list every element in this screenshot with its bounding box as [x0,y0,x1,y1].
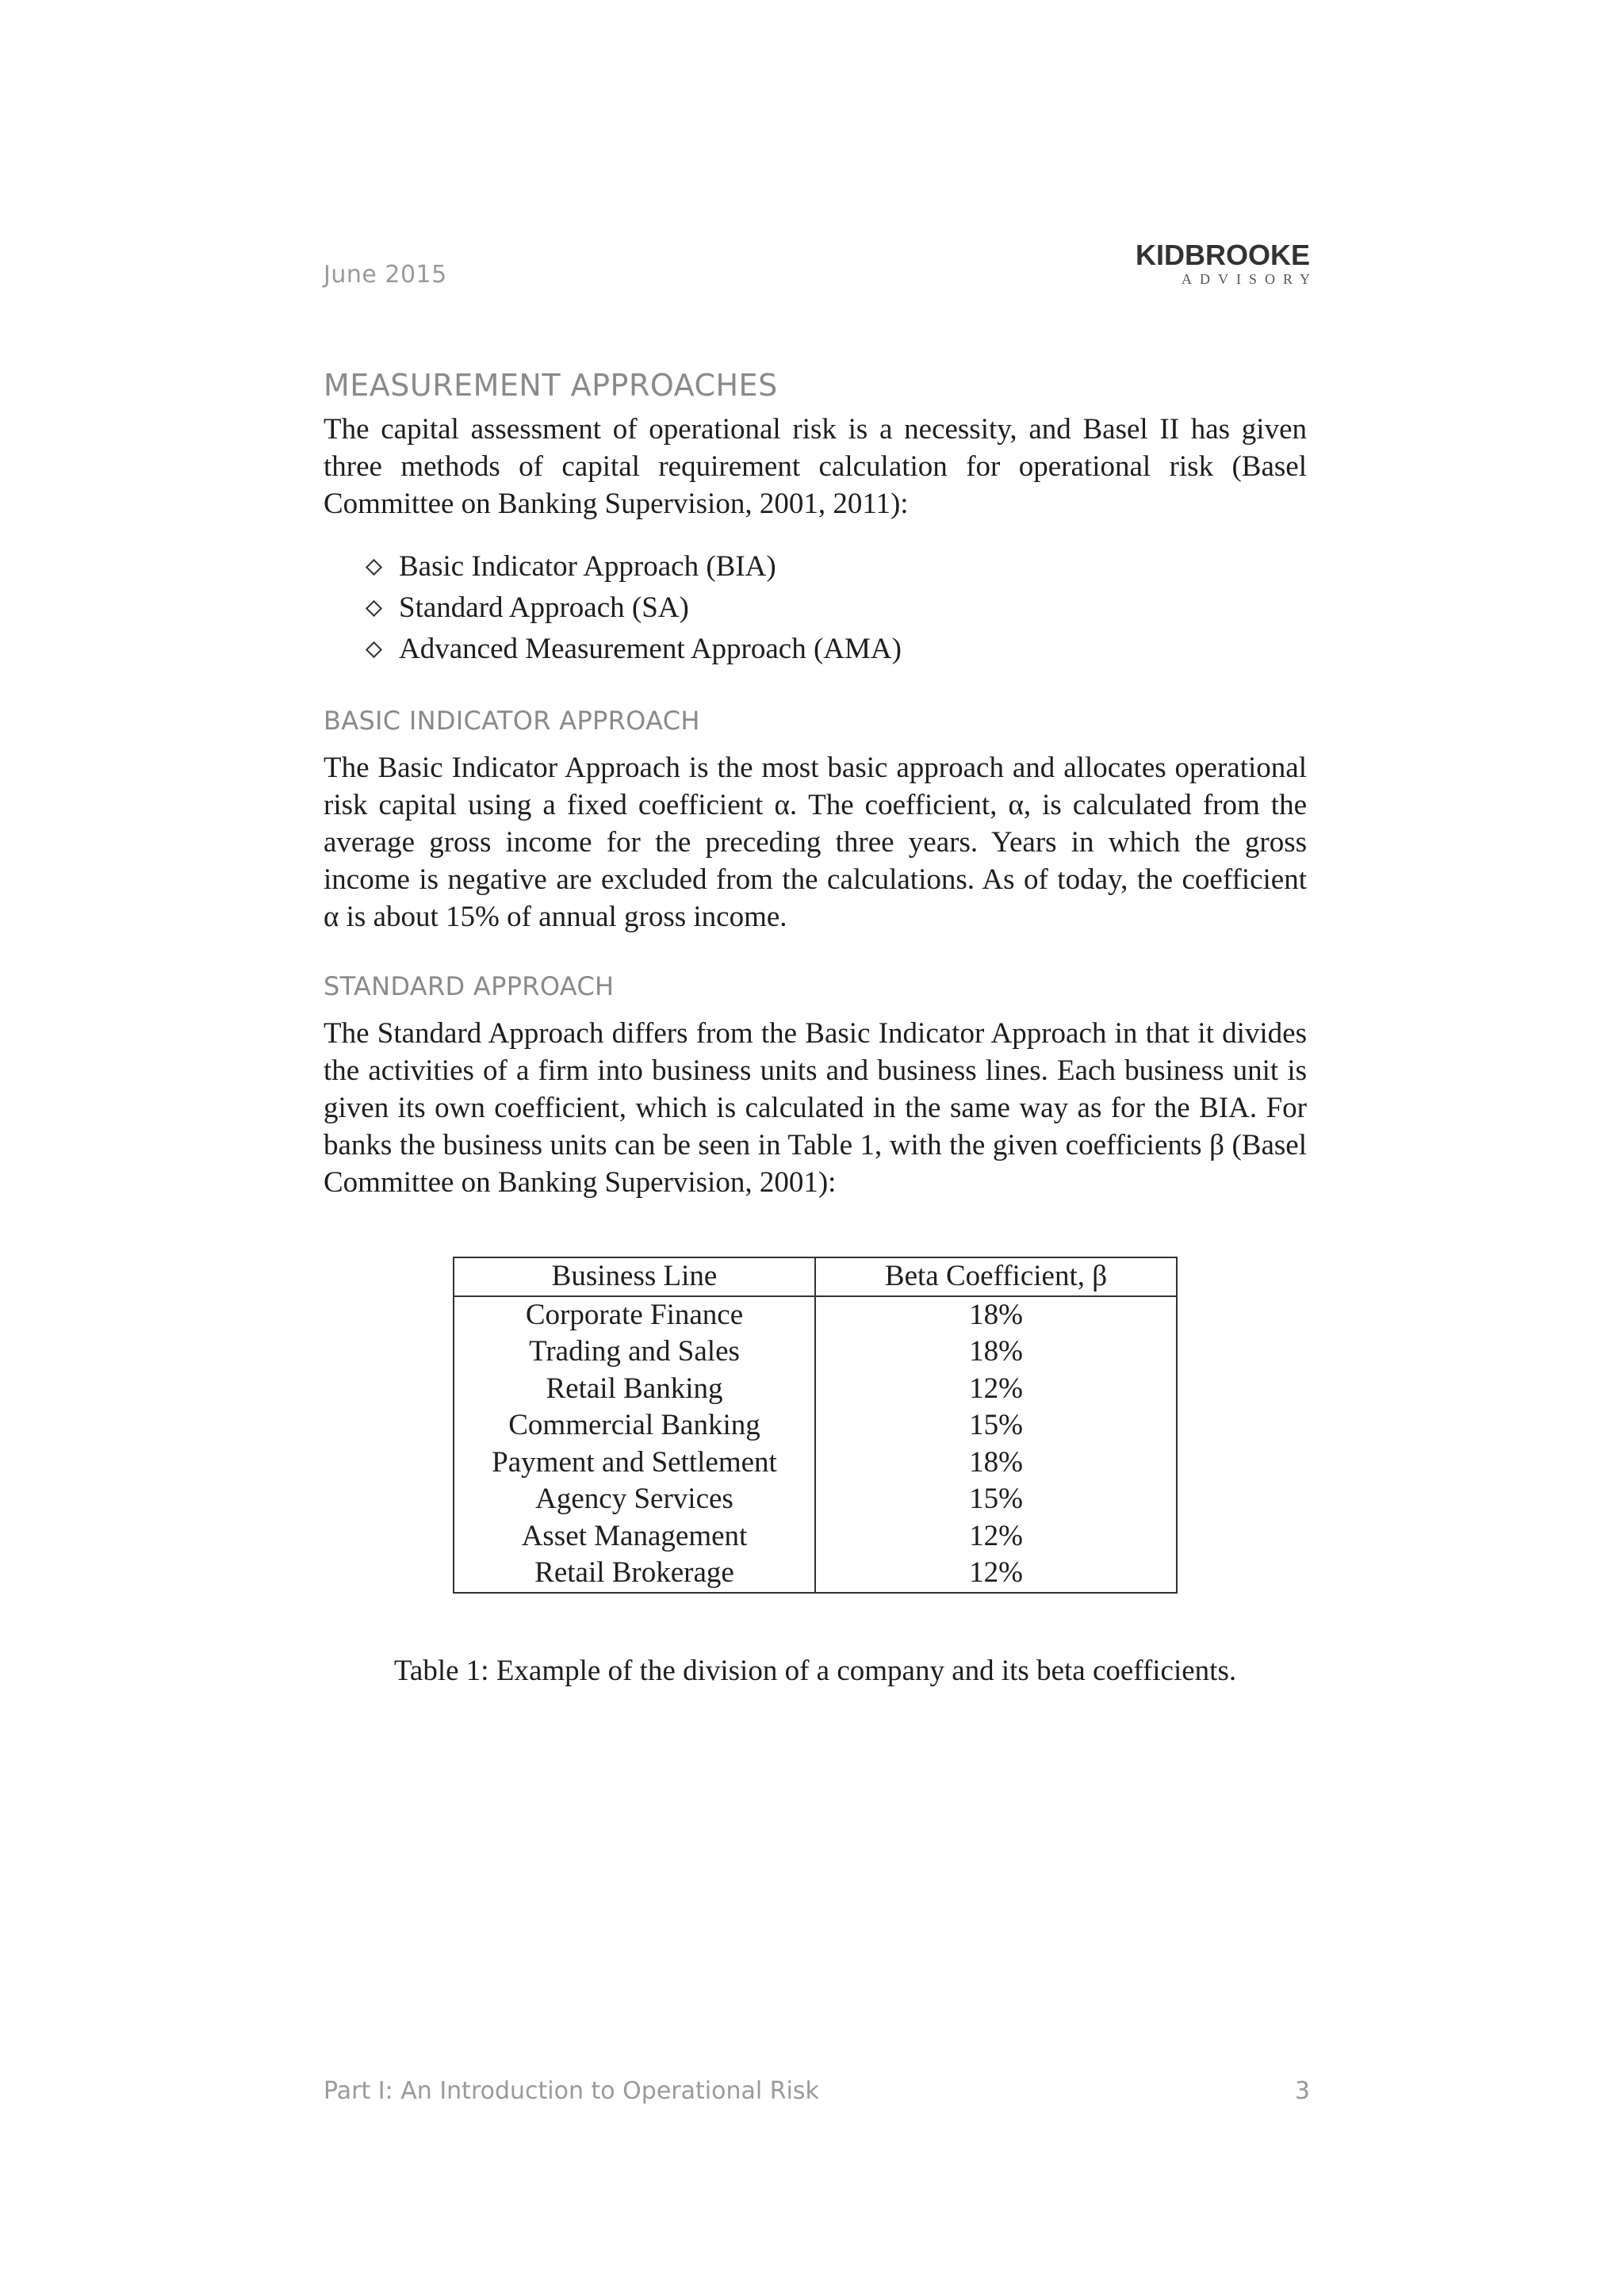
main-content [324,365,1307,1688]
diamond-bullet-icon [366,558,382,575]
company-logo [1135,239,1318,287]
column-header-business-line: Business Line [454,1257,815,1296]
list-item [368,546,1307,587]
section-title-measurement: MEASUREMENT APPROACHES [324,368,778,403]
table-row [454,1518,1177,1556]
list-item [368,587,1307,629]
list-item [368,629,1307,670]
business-line-cell: Commercial Banking [454,1407,815,1445]
beta-cell: 15% [815,1481,1177,1518]
business-line-cell: Retail Banking [454,1371,815,1408]
header-date: June 2015 [324,261,447,289]
logo-wordmark: KIDBROOKE [1135,239,1310,271]
logo-subtitle: ADVISORY [1181,271,1318,287]
business-line-cell: Payment and Settlement [454,1445,815,1482]
list-item-text: Standard Approach (SA) [399,591,689,624]
standard-paragraph: The Standard Approach differs from the Basic Indicator Approach in that it divides the activities of a firm into business units and business lines. Each business unit is given its own coefficient, which is calculated in the same way as for the BIA. For banks the business units can be seen in Table 1, with the given coefficients β (Basel Committee on Banking Supervision, 2001): [324,1017,1307,1199]
table-caption: Table 1: Example of the division of a company and its beta coefficients. [393,1654,1237,1687]
approaches-list [324,546,1307,670]
table-row [454,1407,1177,1445]
diamond-bullet-icon [366,641,382,657]
beta-cell: 12% [815,1371,1177,1408]
table-header-row [454,1257,1177,1296]
business-line-cell: Corporate Finance [454,1296,815,1334]
beta-coefficient-table [453,1257,1178,1594]
table-row [454,1445,1177,1482]
beta-cell: 18% [815,1334,1177,1371]
business-line-cell: Trading and Sales [454,1334,815,1371]
table-row [454,1371,1177,1408]
section-title-bia: BASIC INDICATOR APPROACH [324,706,700,736]
table-row [454,1555,1177,1593]
beta-cell: 12% [815,1518,1177,1556]
list-item-text: Basic Indicator Approach (BIA) [399,550,776,583]
section-title-standard: STANDARD APPROACH [324,971,615,1001]
table-row [454,1334,1177,1371]
column-header-beta: Beta Coefficient, β [815,1257,1177,1296]
business-line-cell: Asset Management [454,1518,815,1556]
measurement-paragraph: The capital assessment of operational risk is a necessity, and Basel II has given three methods of capital requirement calculation for operational risk (Basel Committee on Banking Supervision, 2001, 2011): [324,413,1307,520]
table-row [454,1481,1177,1518]
beta-cell: 12% [815,1555,1177,1593]
footer-title: Part I: An Introduction to Operational Risk [324,2077,819,2105]
table-container [324,1257,1307,1594]
list-item-text: Advanced Measurement Approach (AMA) [399,633,902,665]
business-line-cell: Retail Brokerage [454,1555,815,1593]
table-row [454,1296,1177,1334]
business-line-cell: Agency Services [454,1481,815,1518]
bia-paragraph: The Basic Indicator Approach is the most basic approach and allocates operational risk capital using a fixed coefficient α. The coefficient, α, is calculated from the average gross income for the preceding three years. Years in which the gross income is negative are excluded from the calculations. As of today, the coefficient α is about 15% of annual gross income. [324,752,1307,933]
diamond-bullet-icon [366,599,382,616]
beta-cell: 18% [815,1296,1177,1334]
beta-cell: 18% [815,1445,1177,1482]
page-number: 3 [1294,2077,1310,2105]
beta-cell: 15% [815,1407,1177,1445]
